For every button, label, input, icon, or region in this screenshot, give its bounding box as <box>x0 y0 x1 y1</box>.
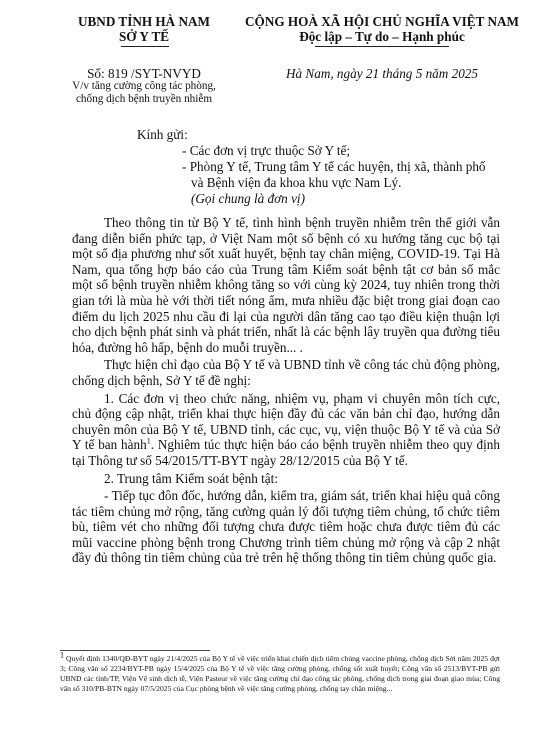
paragraph-directive-intro: Thực hiện chỉ đạo của Bộ Y tế và UBND tỉnh về công tác chủ động phòng, chống dịch bệnh, Sở Y tế đề nghị: <box>72 357 500 388</box>
greeting: Kính gửi: <box>137 127 188 142</box>
footnote-marker: 1 <box>60 650 64 660</box>
subject-line-2: chống dịch bệnh truyền nhiễm <box>75 93 213 105</box>
footnote-text: Quyết định 1340/QĐ-BYT ngày 21/4/2025 của Bộ Y tế về việc triển khai chiến dịch tiêm chủng vaccine phòng, chống dịch Sởi năm 2025 đợt 3; Công văn số 2234/BYT-PB ngày 15/4/2025 của Bộ Y tế về việc tăng cường phòng, chống sốt xuất huyết; Công văn số 2513/BYT-PB gửi UBND các tỉnh/TP, Viện Vệ sinh dịch tễ, Viện Pasteur về việc tăng cường chỉ đạo công tác phòng, chống dịch trong giai đoạn giao mùa; Công văn số 310/PB-BTN ngày 07/5/2025 của Cục phòng bệnh về việc tăng cường phòng, chống tay chân miệng... <box>60 654 500 693</box>
date-suffix: tháng 5 năm 2025 <box>382 66 478 81</box>
item-1-tail: . Nghiêm túc thực hiện báo cáo bệnh truyền nhiễm theo quy định tại Thông tư số 54/2015/TT-BYT ngày 28/12/2015 của Bộ Y tế. <box>72 437 500 468</box>
paragraph-item-2-detail: - Tiếp tục đôn đốc, hướng dẫn, kiểm tra, giám sát, triển khai hiệu quả công tác tiêm chủng mở rộng, tăng cường quản lý đối tượng tiêm chủng, tổ chức tiêm bù, tiêm vét cho những đối tượng chưa được tiêm hoặc chưa được tiêm đủ các mũi vaccine phòng bệnh trong Chương trình tiêm chủng mở rộng và cập 2 nhật đầy đủ thông tin tiêm chủng của trẻ trên hệ thống thông tin tiêm chủng quốc gia. <box>72 488 500 566</box>
date-day: 21 <box>365 66 380 81</box>
motto: Độc lập – Tự do – Hạnh phúc <box>299 29 465 44</box>
date-line <box>232 66 532 82</box>
document-number: Số: 819 /SYT-NVYD <box>87 66 201 81</box>
paragraph-item-1 <box>72 391 500 469</box>
agency-parent: UBND TỈNH HÀ NAM <box>77 14 210 29</box>
date-prefix: Hà Nam, ngày <box>286 66 363 81</box>
document-body <box>72 215 500 566</box>
paragraph-context: Theo thông tin từ Bộ Y tế, tình hình bệnh truyền nhiễm trên thế giới vẫn đang diễn biến phức tạp, ở Việt Nam một số bệnh có xu hướng tăng cục bộ tại một số địa phương như sốt xuất huyết, bệnh tay chân miệng, COVID-19. Tại Hà Nam, qua tổng hợp báo cáo của Trung tâm Kiểm soát bệnh tật cơ bản số mắc một số bệnh truyền nhiễm không tăng so với cùng kỳ 2024, tuy nhiên trong thời gian tới là mùa hè với thời tiết nóng ẩm, mưa nhiều đặc biệt trong giai đoạn cao điểm du lịch 2025 nhu cầu đi lại của người dân tăng cao tạo điều kiện thuận lợi cho dịch bệnh phát sinh và phát triển, nhất là các bệnh lây truyền qua đường tiêu hóa, đường hô hấp, bệnh do muỗi truyền... . <box>72 215 500 355</box>
agency-name: SỞ Y TẾ <box>118 29 170 44</box>
recipient-note: (Gọi chung là đơn vị) <box>191 191 305 206</box>
recipient-2-line-2: và Bệnh viện đa khoa khu vực Nam Lý. <box>191 175 402 190</box>
footnote-reference: 1 <box>146 436 151 446</box>
item-1-text: 1. Các đơn vị theo chức năng, nhiệm vụ, phạm vi chuyên môn tích cực, chủ động cập nhật, triển khai thực hiện đầy đủ các văn bản chỉ đạo, hướng dẫn chuyên môn của Bộ Y tế, UBND tỉnh, các cục, vụ, viện thuộc Bộ Y tế và của Sở Y tế ban hành <box>72 390 500 453</box>
motto-underline <box>315 46 449 47</box>
paragraph-item-2: 2. Trung tâm Kiểm soát bệnh tật: <box>104 470 278 486</box>
footnote <box>60 650 500 694</box>
recipient-2-line-1: - Phòng Y tế, Trung tâm Y tế các huyện, thị xã, thành phố <box>182 159 486 174</box>
subject-line-1: V/v tăng cường công tác phòng, <box>72 80 216 92</box>
footnote-divider <box>60 650 210 651</box>
nation-title: CỘNG HOÀ XÃ HỘI CHỦ NGHĨA VIỆT NAM <box>245 14 519 29</box>
recipient-1: - Các đơn vị trực thuộc Sở Y tế; <box>182 143 351 158</box>
agency-underline <box>121 46 169 47</box>
